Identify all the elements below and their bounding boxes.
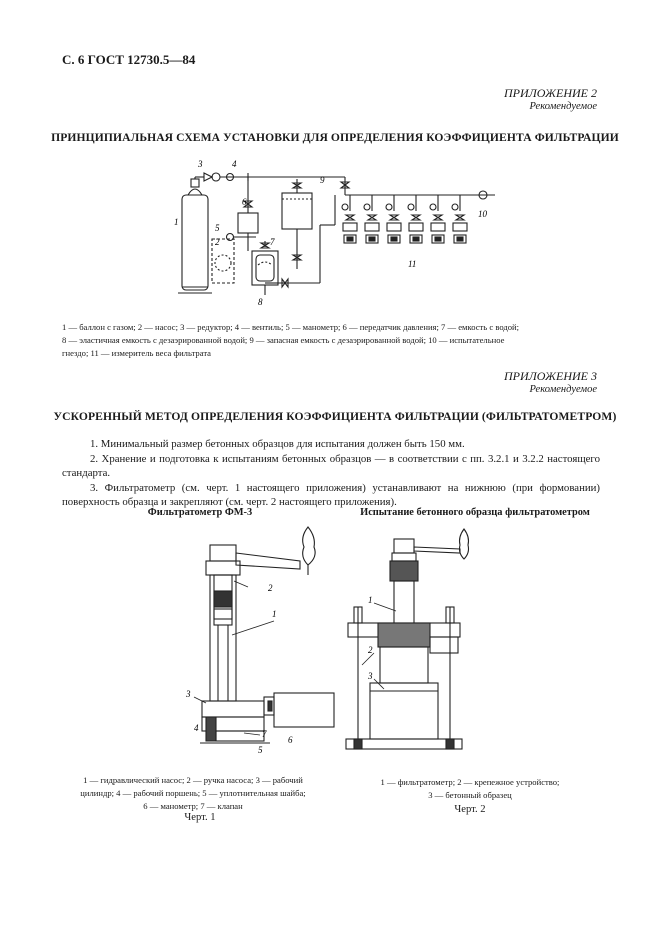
- paragraph-1: 1. Минимальный размер бетонных образцов для испытания должен быть 150 мм.: [90, 438, 465, 450]
- figure-2-labels: [340, 525, 480, 755]
- figure-2-label-3: 3: [368, 671, 373, 681]
- figure-1-label-5: 5: [258, 745, 263, 755]
- appendix-2-block: [504, 86, 597, 112]
- scheme-label-9: 9: [320, 175, 325, 185]
- scheme-label-6: 6: [242, 197, 247, 207]
- section-2-title: УСКОРЕННЫЙ МЕТОД ОПРЕДЕЛЕНИЯ КОЭФФИЦИЕНТА ФИЛЬТРАЦИИ (ФИЛЬТРАТОМЕТРОМ): [53, 410, 617, 423]
- appendix-2-title: ПРИЛОЖЕНИЕ 2: [504, 86, 597, 100]
- appendix-3-title: ПРИЛОЖЕНИЕ 3: [504, 369, 597, 383]
- scheme-legend-line: 8 — эластичная емкость с дезаэрированной водой; 9 — запасная емкость с дезаэрированной водой; 10 — испытательное: [62, 335, 505, 345]
- figure-2-label-1: 1: [368, 595, 373, 605]
- paragraph-3: 3. Фильтратометр (см. черт. 1 настоящего приложения) устанавливают на нижнюю (при формовании) поверхность образца и закрепляют (см. черт. 2 настоящего приложения).: [62, 481, 600, 509]
- figure-1-title: Фильтратометр ФМ-3: [147, 507, 253, 518]
- figure-1-labels: [170, 525, 350, 755]
- figure-2-legend: [340, 776, 600, 802]
- appendix-2-subtitle: Рекомендуемое: [529, 101, 597, 112]
- figure-2-title: Испытание бетонного образца фильтратометром: [360, 507, 590, 518]
- scheme-label-11: 11: [408, 259, 417, 269]
- scheme-label-5: 5: [215, 223, 220, 233]
- page-header: С. 6 ГОСТ 12730.5—84: [62, 52, 196, 67]
- scheme-legend-line: гнездо; 11 — измеритель веса фильтрата: [62, 348, 211, 358]
- figure-1-legend-line: цилиндр; 4 — рабочий поршень; 5 — уплотнительная шайба;: [80, 788, 306, 798]
- paragraph-2: 2. Хранение и подготовка к испытаниям бетонных образцов — в соответствии с пп. 3.2.1 и 3.2.2 настоящего стандарта.: [62, 452, 600, 480]
- figure-1-legend: [62, 774, 324, 813]
- scheme-legend-line: 1 — баллон с газом; 2 — насос; 3 — редуктор; 4 — вентиль; 5 — манометр; 6 — передатчик давления; 7 — емкость с водой;: [62, 322, 520, 332]
- scheme-label-1: 1: [174, 217, 179, 227]
- scheme-label-7: 7: [270, 237, 275, 247]
- figure-1-legend-line: 6 — манометр; 7 — клапан: [143, 801, 243, 811]
- figure-2-legend-line: 3 — бетонный образец: [428, 790, 512, 800]
- scheme-label-8: 8: [258, 297, 263, 307]
- figure-2-caption: Черт. 2: [454, 804, 486, 815]
- scheme-label-10: 10: [478, 209, 487, 219]
- figure-1-label-6: 6: [288, 735, 293, 745]
- method-text: [62, 437, 600, 510]
- scheme-label-2: 2: [215, 237, 220, 247]
- figure-1-label-7: 7: [262, 729, 267, 739]
- figure-2-legend-line: 1 — фильтратометр; 2 — крепежное устройство;: [380, 777, 560, 787]
- scheme-legend: [62, 321, 600, 360]
- figure-2-label-2: 2: [368, 645, 373, 655]
- figure-1-legend-line: 1 — гидравлический насос; 2 — ручка насоса; 3 — рабочий: [83, 775, 303, 785]
- figure-1-label-4: 4: [194, 723, 199, 733]
- scheme-labels: [160, 155, 500, 315]
- appendix-3-subtitle: Рекомендуемое: [529, 384, 597, 395]
- appendix-3-block: [504, 369, 597, 395]
- figure-1-label-3: 3: [186, 689, 191, 699]
- figure-1-label-2: 2: [268, 583, 273, 593]
- scheme-label-4: 4: [232, 159, 237, 169]
- figure-1-caption: Черт. 1: [184, 812, 216, 823]
- section-1-title: ПРИНЦИПИАЛЬНАЯ СХЕМА УСТАНОВКИ ДЛЯ ОПРЕДЕЛЕНИЯ КОЭФФИЦИЕНТА ФИЛЬТРАЦИИ: [51, 131, 619, 144]
- scheme-label-3: 3: [198, 159, 203, 169]
- figure-1-label-1: 1: [272, 609, 277, 619]
